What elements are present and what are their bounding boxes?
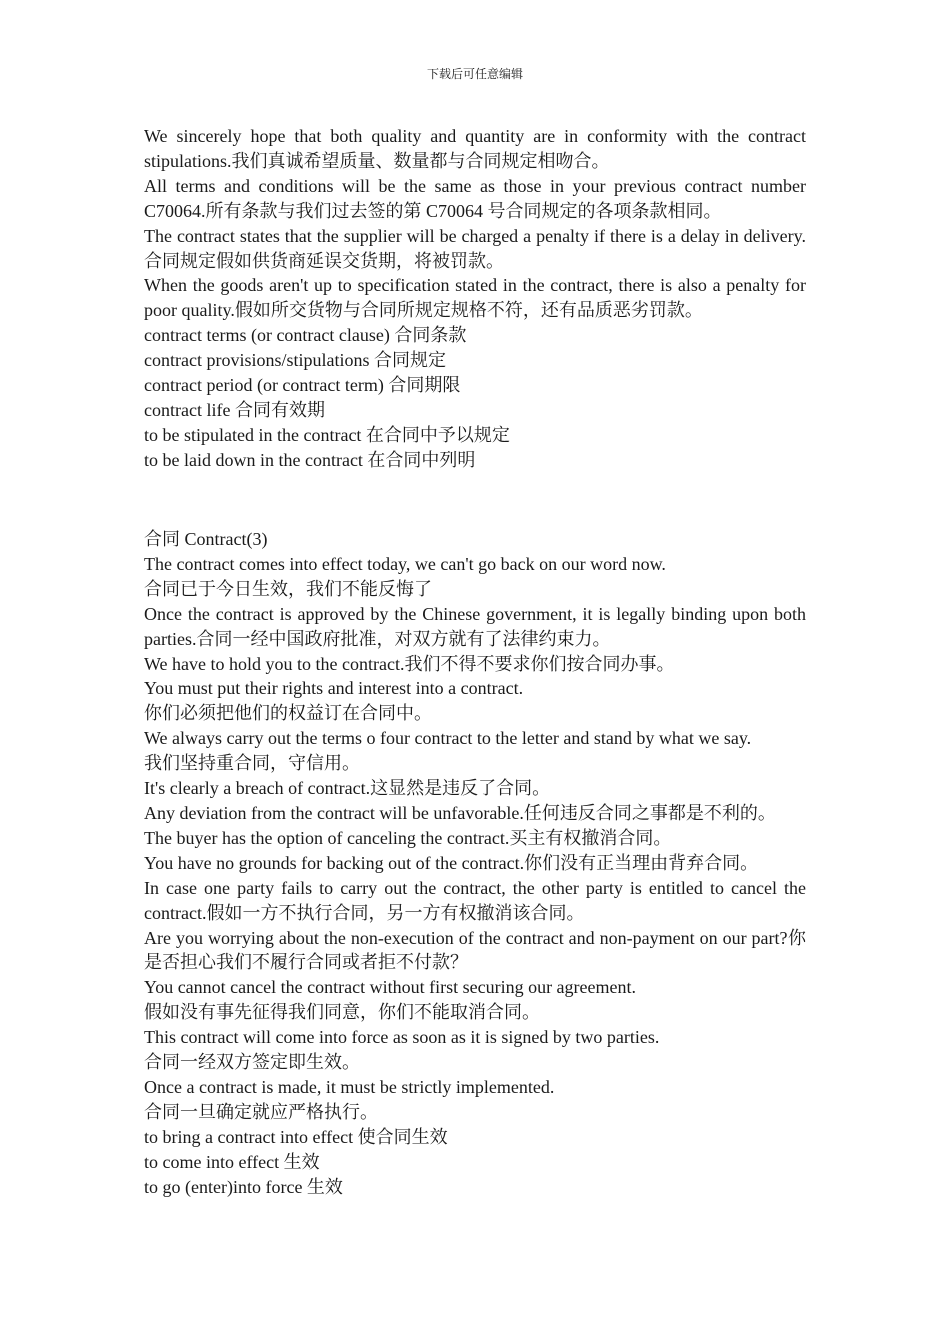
text-line: We sincerely hope that both quality and quantity are in conformity with the contract stipulations.我们真诚希望质量、数量都与合同规定相吻合。 (144, 126, 806, 171)
text-line: All terms and conditions will be the same as those in your previous contract number C70064.所有条款与我们过去签的第 C70064 号合同规定的各项条款相同。 (144, 175, 806, 221)
text-line: to come into effect 生效 (144, 1151, 320, 1172)
text-line: 合同一旦确定就应严格执行。 (144, 1101, 378, 1122)
text-line: The buyer has the option of canceling the contract.买主有权撤消合同。 (144, 827, 672, 848)
text-line: It's clearly a breach of contract.这显然是违反了合同。 (144, 778, 551, 799)
text-line: 我们坚持重合同，守信用。 (144, 753, 360, 774)
text-line: contract life 合同有效期 (144, 399, 325, 420)
contract-phrases-section (144, 124, 806, 473)
text-line: to be stipulated in the contract 在合同中予以规定 (144, 424, 510, 445)
text-line: Any deviation from the contract will be unfavorable.任何违反合同之事都是不利的。 (144, 802, 776, 823)
page-header: 下载后可任意编辑 (426, 67, 523, 81)
text-line: to bring a contract into effect 使合同生效 (144, 1126, 448, 1147)
text-line: You cannot cancel the contract without first securing our agreement. (144, 977, 637, 998)
text-line: contract period (or contract term) 合同期限 (144, 375, 461, 396)
text-line: 假如没有事先征得我们同意，你们不能取消合同。 (144, 1002, 540, 1023)
text-line: You must put their rights and interest into a contract. (144, 678, 524, 699)
text-line: The contract comes into effect today, we can't go back on our word now. (144, 553, 666, 574)
section-title: 合同 Contract(3) (144, 529, 268, 549)
text-line: In case one party fails to carry out the contract, the other party is entitled to cancel the contract.假如一方不执行合同，另一方有权撤消该合同。 (144, 877, 806, 923)
text-line: contract provisions/stipulations 合同规定 (144, 350, 446, 371)
text-line: to go (enter)into force 生效 (144, 1176, 343, 1197)
text-line: You have no grounds for backing out of the contract.你们没有正当理由背弃合同。 (144, 852, 759, 873)
text-line: Are you worrying about the non-execution of the contract and non-payment on our part?你是否担心我们不履行合同或者拒不付款？ (144, 927, 806, 973)
text-line: to be laid down in the contract 在合同中列明 (144, 449, 476, 470)
text-line: Once the contract is approved by the Chinese government, it is legally binding upon both parties.合同一经中国政府批准，对双方就有了法律约束力。 (144, 603, 806, 649)
text-line: 你们必须把他们的权益订在合同中。 (144, 703, 432, 724)
text-line: This contract will come into force as soon as it is signed by two parties. (144, 1027, 660, 1048)
text-line: When the goods aren't up to specification stated in the contract, there is also a penalty for poor quality.假如所交货物与合同所规定规格不符，还有品质恶劣罚款。 (144, 275, 806, 321)
text-line: Once a contract is made, it must be strictly implemented. (144, 1076, 555, 1097)
text-line: 合同一经双方签定即生效。 (144, 1052, 360, 1073)
text-line: We have to hold you to the contract.我们不得不要求你们按合同办事。 (144, 653, 675, 674)
text-line: contract terms (or contract clause) 合同条款 (144, 325, 467, 346)
text-line: We always carry out the terms o four contract to the letter and stand by what we say. (144, 728, 752, 749)
text-line: The contract states that the supplier will be charged a penalty if there is a delay in delivery.合同规定假如供货商延误交货期，将被罚款。 (144, 225, 806, 271)
contract-3-section (144, 527, 806, 1199)
text-line: 合同已于今日生效，我们不能反悔了 (144, 578, 432, 599)
